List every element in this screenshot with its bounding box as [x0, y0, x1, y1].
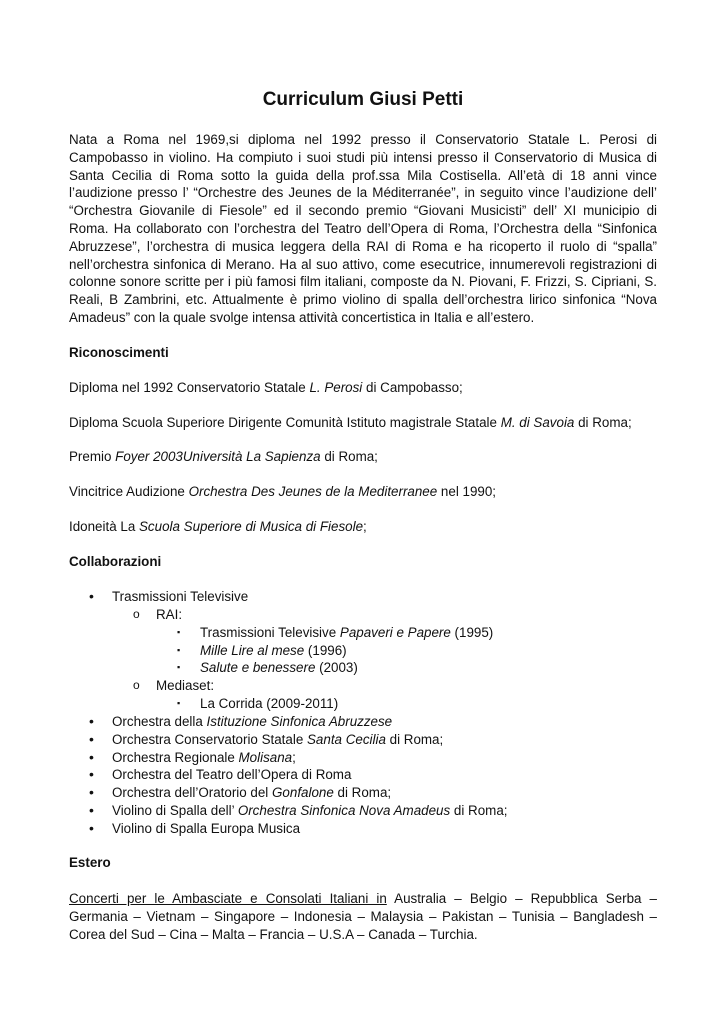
list-item: ▪ Salute e benessere (2003): [177, 660, 358, 676]
bullet-icon: •: [89, 730, 94, 747]
riconoscimento-item: Vincitrice Audizione Orchestra Des Jeunes de la Mediterranee nel 1990;: [69, 484, 497, 499]
square-bullet-icon: ▪: [177, 644, 181, 655]
list-item: • Violino di Spalla dell’ Orchestra Sinfonica Nova Amadeus di Roma;: [89, 802, 508, 819]
bullet-icon: •: [89, 819, 94, 836]
bullet-icon: •: [89, 784, 94, 801]
riconoscimento-item: Premio Foyer 2003Università La Sapienza di Roma;: [69, 449, 378, 464]
bullet-icon: •: [89, 588, 94, 604]
collaborazioni-heading: Collaborazioni: [69, 554, 162, 569]
riconoscimento-item: Idoneità La Scuola Superiore di Musica di Fiesole;: [69, 519, 367, 534]
document-title: Curriculum Giusi Petti: [262, 89, 464, 110]
list-item: ▪ Mille Lire al mese (1996): [177, 642, 347, 658]
riconoscimento-item: Diploma nel 1992 Conservatorio Statale L. Perosi di Campobasso;: [69, 380, 463, 395]
collaborazioni-list: [69, 588, 657, 838]
circle-bullet-icon: o: [133, 678, 140, 693]
circle-bullet-icon: o: [133, 606, 140, 621]
list-item: o Mediaset:: [133, 678, 215, 694]
list-item: ▪ Trasmissioni Televisive Papaveri e Papere (1995): [177, 624, 494, 640]
square-bullet-icon: ▪: [177, 698, 181, 709]
list-item: o RAI:: [133, 606, 183, 622]
bullet-icon: •: [89, 766, 94, 783]
square-bullet-icon: ▪: [177, 626, 181, 637]
list-item: • Orchestra della Istituzione Sinfonica Abruzzese: [89, 712, 393, 729]
riconoscimenti-heading: Riconoscimenti: [69, 345, 169, 360]
bullet-icon: •: [89, 712, 94, 729]
list-item: • Orchestra Regionale Molisana;: [89, 748, 296, 765]
square-bullet-icon: ▪: [177, 662, 181, 673]
bio-paragraph: Nata a Roma nel 1969,si diploma nel 1992 presso il Conservatorio Statale L. Perosi di Campobasso in violino. Ha compiuto i suoi studi più intensi presso il Conservatorio di Musica di Santa Cecilia di Roma sotto la guida della prof.ssa Mila Costisella. All’età di 18 anni vince l’audizione presso l’ “Orchestre des Jeunes de la Méditerranée”, in seguito vince l’audizione dell’ “Orchestra Giovanile di Fiesole” ed il secondo premio “Giovani Musicisti” dell’ XI municipio di Roma. Ha collaborato con l’orchestra del Teatro dell’Opera di Roma, l’Orchestra della “Sinfonica Abruzzese”, l’orchestra di musica leggera della RAI di Roma e ha ricoperto il ruolo di “spalla” nell’orchestra sinfonica di Merano. Ha al suo attivo, come esecutrice, innumerevoli registrazioni di colonne sonore scritte per i più famosi film italiani, composte da N. Piovani, F. Frizzi, S. Cipriani, S. Reali, B Zambrini, etc. Attualmente è primo violino di spalla dell’orchestra lirico sinfonica “Nova Amadeus” con la quale svolge intensa attività concertistica in Italia e all’estero.: [69, 132, 657, 325]
estero-paragraph: [69, 890, 657, 943]
list-item: • Violino di Spalla Europa Musica: [89, 819, 301, 836]
list-item: • Orchestra del Teatro dell’Opera di Roma: [89, 766, 352, 783]
riconoscimento-item: Diploma Scuola Superiore Dirigente Comunità Istituto magistrale Statale M. di Savoia di Roma;: [69, 415, 632, 430]
list-item: • Orchestra Conservatorio Statale Santa Cecilia di Roma;: [89, 730, 444, 747]
estero-countries: Australia – Belgio – Repubblica Serba – Germania – Vietnam – Singapore – Indonesia – Malaysia – Pakistan – Tunisia – Bangladesh – Corea del Sud – Cina – Malta – Francia – U.S.A – Canada – Turchia.: [69, 891, 657, 942]
bullet-icon: •: [89, 802, 94, 819]
estero-heading: Estero: [69, 855, 111, 870]
bullet-icon: •: [89, 748, 94, 765]
list-item: ▪ La Corrida (2009-2011): [177, 696, 339, 712]
list-item: • Orchestra dell’Oratorio del Gonfalone di Roma;: [89, 784, 392, 801]
list-item: • Trasmissioni Televisive: [89, 588, 249, 604]
estero-underlined-text: Concerti per le Ambasciate e Consolati Italiani in: [69, 891, 387, 906]
